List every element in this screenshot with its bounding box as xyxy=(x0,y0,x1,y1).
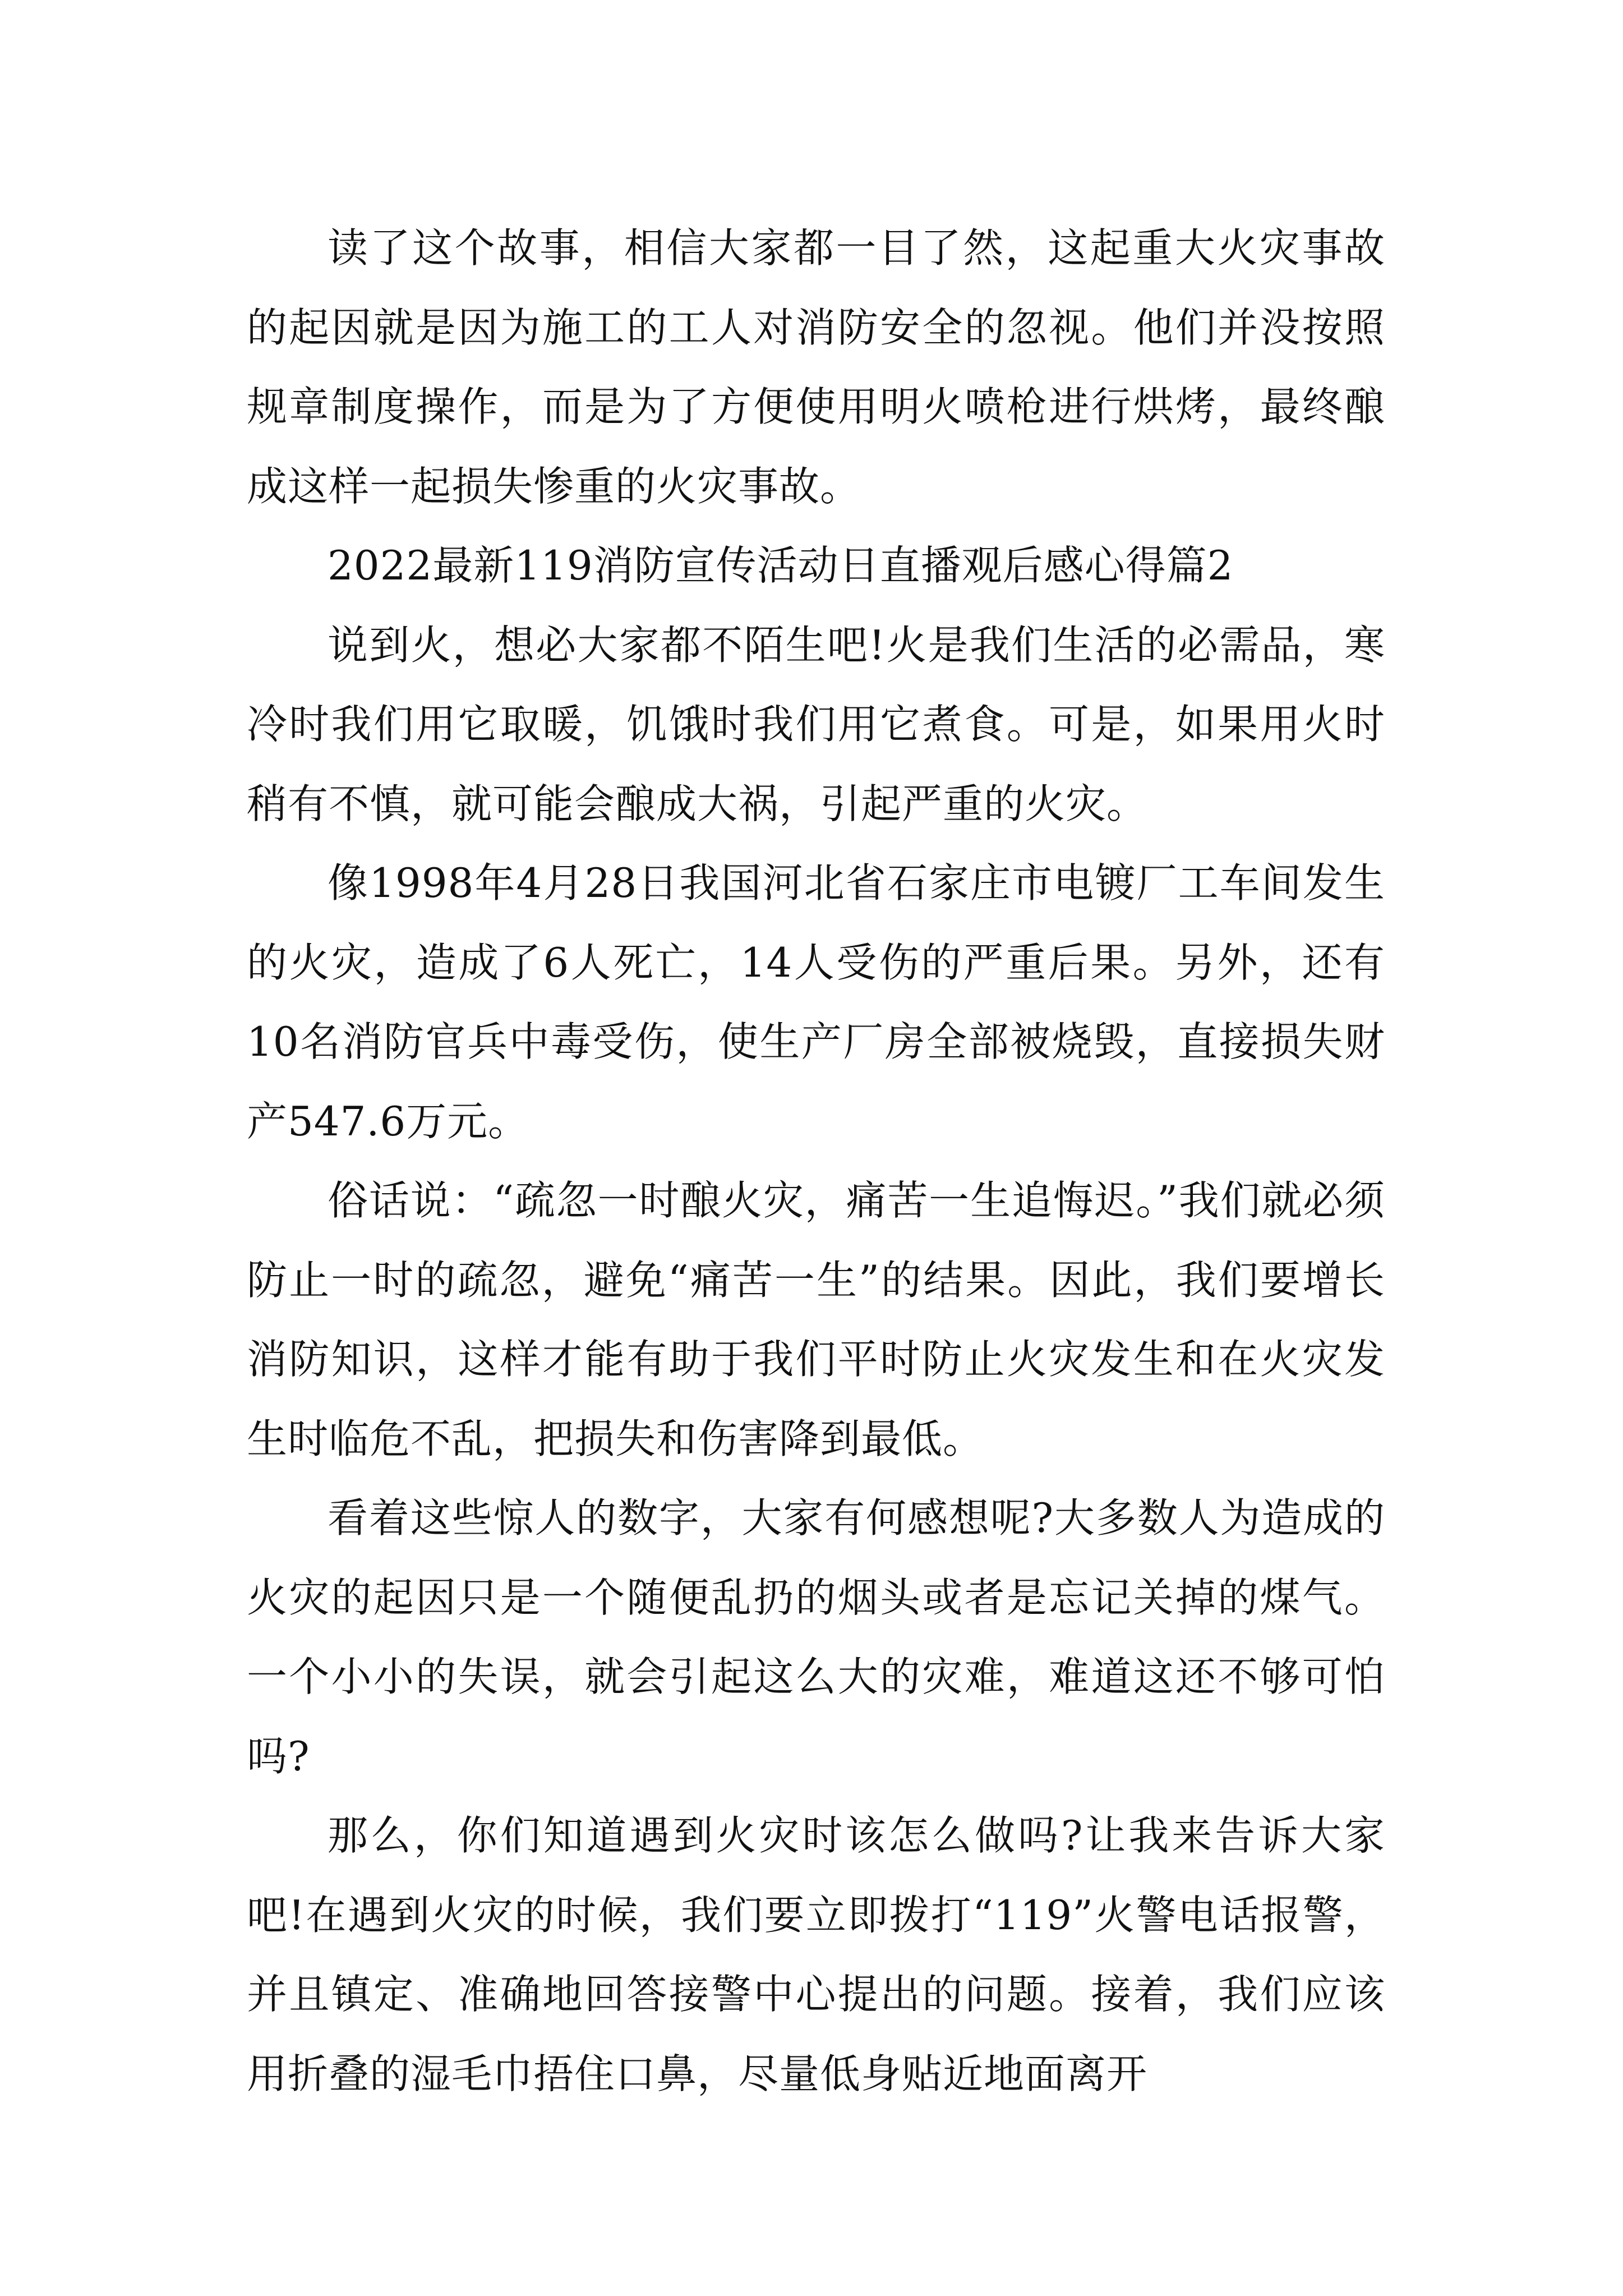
paragraph-1: 读了这个故事，相信大家都一目了然，这起重大火灾事故的起因就是因为施工的工人对消防安全的忽视。他们并没按照规章制度操作，而是为了方便使用明火喷枪进行烘烤，最终酿成这样一起损失惨重的火灾事故。 xyxy=(247,224,1385,510)
paragraph-2: 说到火，想必大家都不陌生吧!火是我们生活的必需品，寒冷时我们用它取暖，饥饿时我们用它煮食。可是，如果用火时稍有不慎，就可能会酿成大祸，引起严重的火灾。 xyxy=(247,621,1385,827)
paragraph-6: 那么，你们知道遇到火灾时该怎么做吗?让我来告诉大家吧!在遇到火灾的时候，我们要立即拨打“119”火警电话报警，并且镇定、准确地回答接警中心提出的问题。接着，我们应该用折叠的湿毛巾捂住口鼻，尽量低身贴近地面离开 xyxy=(247,1812,1385,2097)
paragraph-4: 俗话说：“疏忽一时酿火灾，痛苦一生追悔迟。”我们就必须防止一时的疏忽，避免“痛苦一生”的结果。因此，我们要增长消防知识，这样才能有助于我们平时防止火灾发生和在火灾发生时临危不乱，把损失和伤害降到最低。 xyxy=(247,1177,1385,1462)
paragraph-3: 像1998年4月28日我国河北省石家庄市电镀厂工车间发生的火灾，造成了6人死亡，14人受伤的严重后果。另外，还有10名消防官兵中毒受伤，使生产厂房全部被烧毁，直接损失财产547.6万元。 xyxy=(247,859,1385,1145)
paragraph-5: 看着这些惊人的数字，大家有何感想呢?大多数人为造成的火灾的起因只是一个随便乱扔的烟头或者是忘记关掉的煤气。一个小小的失误，就会引起这么大的灾难，难道这还不够可怕吗? xyxy=(247,1494,1385,1780)
document-body xyxy=(247,209,1385,2114)
section-heading: 2022最新119消防宣传活动日直播观后感心得篇2 xyxy=(328,542,1234,589)
